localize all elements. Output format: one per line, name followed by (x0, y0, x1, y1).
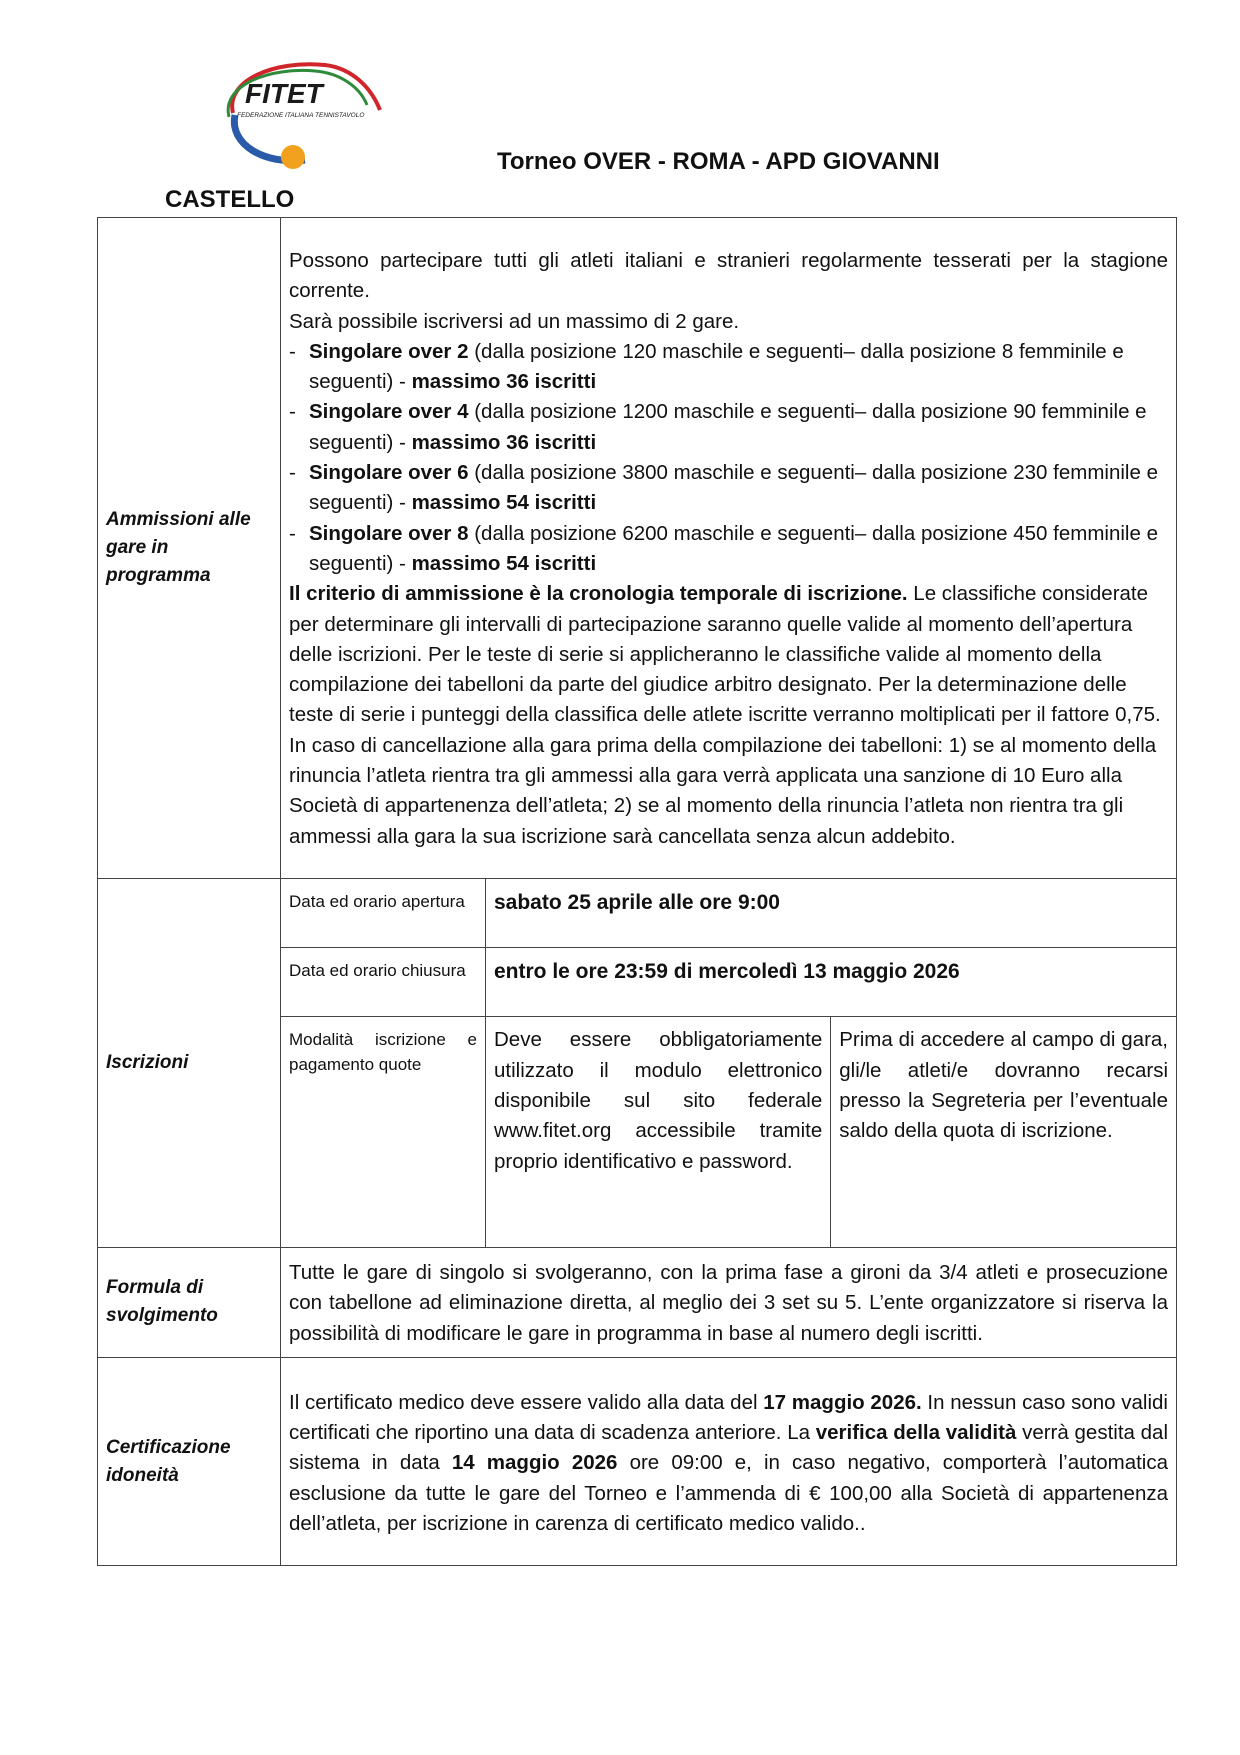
category-max: massimo 36 iscritti (411, 370, 597, 394)
category-max: massimo 54 iscritti (411, 491, 597, 515)
content-iscrizioni (281, 878, 1177, 1247)
row-certificazione (98, 1357, 1177, 1565)
modalita-label: Modalità iscrizione e pagamento quote (281, 1017, 486, 1247)
category-range: (dalla posizione 1200 maschile e seguenti– dalla posizione 90 femminile e seguenti) - (309, 400, 1147, 454)
logo-subtext: FEDERAZIONE ITALIANA TENNISTAVOLO (237, 112, 365, 119)
page-title: Torneo OVER - ROMA - APD GIOVANNI (497, 148, 940, 175)
cert-text: In nessun caso sono validi certificati che riportino una data di scadenza anteriore. La (289, 1390, 1168, 1445)
formula-text: Tutte le gare di singolo si svolgeranno, con la prima fase a gironi da 3/4 atleti e prosecuzione con tabellone ad eliminazione diretta, al meglio dei 3 set su 5. L’ente organizzatore si riserva la possibilità di modificare le gare in programma in base al numero degli iscritti. (281, 1247, 1177, 1357)
list-item: - Singolare over 8 (dalla posizione 6200 maschile e seguenti– dalla posizione 450 femminile e seguenti) - massimo 54 iscritti (289, 521, 1158, 575)
chiusura-label: Data ed orario chiusura (281, 948, 486, 1017)
list-item: - Singolare over 6 (dalla posizione 3800 maschile e seguenti– dalla posizione 230 femminile e seguenti) - massimo 54 iscritti (289, 461, 1158, 515)
criterio-bold: Il criterio di ammissione è la cronologia temporale di iscrizione. (289, 582, 908, 606)
cert-text: verrà gestita dal sistema in data (289, 1421, 1168, 1475)
fitet-logo (215, 55, 395, 175)
chiusura-value: entro le ore 23:59 di mercoledì 13 maggio 2026 (486, 948, 1177, 1017)
logo-text: FITET (245, 78, 323, 109)
cert-check-date-bold: 14 maggio 2026 (451, 1451, 618, 1475)
category-name: Singolare over 2 (309, 339, 469, 363)
apertura-value: sabato 25 aprile alle ore 9:00 (486, 879, 1177, 948)
category-range: (dalla posizione 6200 maschile e seguenti– dalla posizione 450 femminile e seguenti) - (309, 521, 1158, 575)
criterio-text: Le classifiche considerate per determinare gli intervalli di partecipazione saranno quelle valide al momento dell’apertura delle iscrizioni. Per le teste di serie si applicheranno le classifiche valide al momento della compilazione dei tabelloni da parte del giudice arbitro designato. Per la determinazione delle teste di serie i punteggi della classifica delle atlete iscritte verranno moltiplicati per il fattore 0,75. In caso di cancellazione alla gara prima della compilazione dei tabelloni: 1) se al momento della rinuncia l’atleta rientra tra gli ammessi alla gara verrà applicata una sanzione di 10 Euro alla Società di appartenenza dell’atleta; 2) se al momento della rinuncia l’atleta non rientra tra gli ammessi alla gara la sua iscrizione sarà cancellata senza alcun addebito. (289, 582, 1161, 848)
regulation-table (97, 217, 1177, 1566)
category-range: (dalla posizione 120 maschile e seguenti– dalla posizione 8 femminile e seguenti) - (309, 339, 1124, 394)
criterio-paragraph (289, 579, 1168, 852)
cert-verifica-bold: verifica della validità (815, 1421, 1017, 1445)
category-name: Singolare over 4 (309, 400, 469, 424)
iscrizioni-table (281, 879, 1176, 1247)
apertura-label: Data ed orario apertura (281, 879, 486, 948)
category-name: Singolare over 8 (309, 521, 469, 545)
cert-text: Il certificato medico deve essere valido alla data del (289, 1390, 764, 1414)
row-ammissioni (98, 218, 1177, 879)
cert-text: ore 09:00 e, in caso negativo, comporterà l’automatica esclusione da tutte le gare del Torneo e l’ammenda di € 100,00 alla Società di appartenenza dell’atleta, per iscrizione in carenza di certificato medico valido.. (289, 1451, 1168, 1536)
max-gare-text: Sarà possibile iscriversi ad un massimo di 2 gare. (289, 309, 740, 333)
certificazione-content (281, 1357, 1177, 1565)
label-ammissioni: Ammissioni alle gare in programma (98, 218, 281, 879)
list-item: - Singolare over 4 (dalla posizione 1200 maschile e seguenti– dalla posizione 90 femminile e seguenti) - massimo 36 iscritti (289, 400, 1147, 454)
row-iscrizioni (98, 878, 1177, 1247)
category-max: massimo 36 iscritti (411, 430, 597, 454)
modalita-text-2: Prima di accedere al campo di gara, gli/le atleti/e dovranno recarsi presso la Segreteria per l’eventuale saldo della quota di iscrizione. (831, 1017, 1176, 1247)
content-ammissioni (281, 218, 1177, 879)
label-iscrizioni: Iscrizioni (98, 878, 281, 1247)
modalita-text-1: Deve essere obbligatoriamente utilizzato il modulo elettronico disponibile sul sito federale www.fitet.org accessibile tramite proprio identificativo e password. (486, 1017, 831, 1247)
category-name: Singolare over 6 (309, 461, 469, 485)
category-range: (dalla posizione 3800 maschile e seguenti– dalla posizione 230 femminile e seguenti) - (309, 461, 1158, 515)
label-certificazione: Certificazione idoneità (98, 1357, 281, 1565)
row-formula (98, 1247, 1177, 1357)
label-formula: Formula di svolgimento (98, 1247, 281, 1357)
list-item: - Singolare over 2 (dalla posizione 120 maschile e seguenti– dalla posizione 8 femminile e seguenti) - massimo 36 iscritti (289, 339, 1124, 394)
page-subtitle: CASTELLO (165, 186, 295, 213)
intro-text: Possono partecipare tutti gli atleti italiani e stranieri regolarmente tesserati per la stagione corrente. (289, 249, 1168, 303)
cert-date-bold: 17 maggio 2026. (763, 1390, 922, 1414)
category-max: massimo 54 iscritti (411, 551, 597, 575)
